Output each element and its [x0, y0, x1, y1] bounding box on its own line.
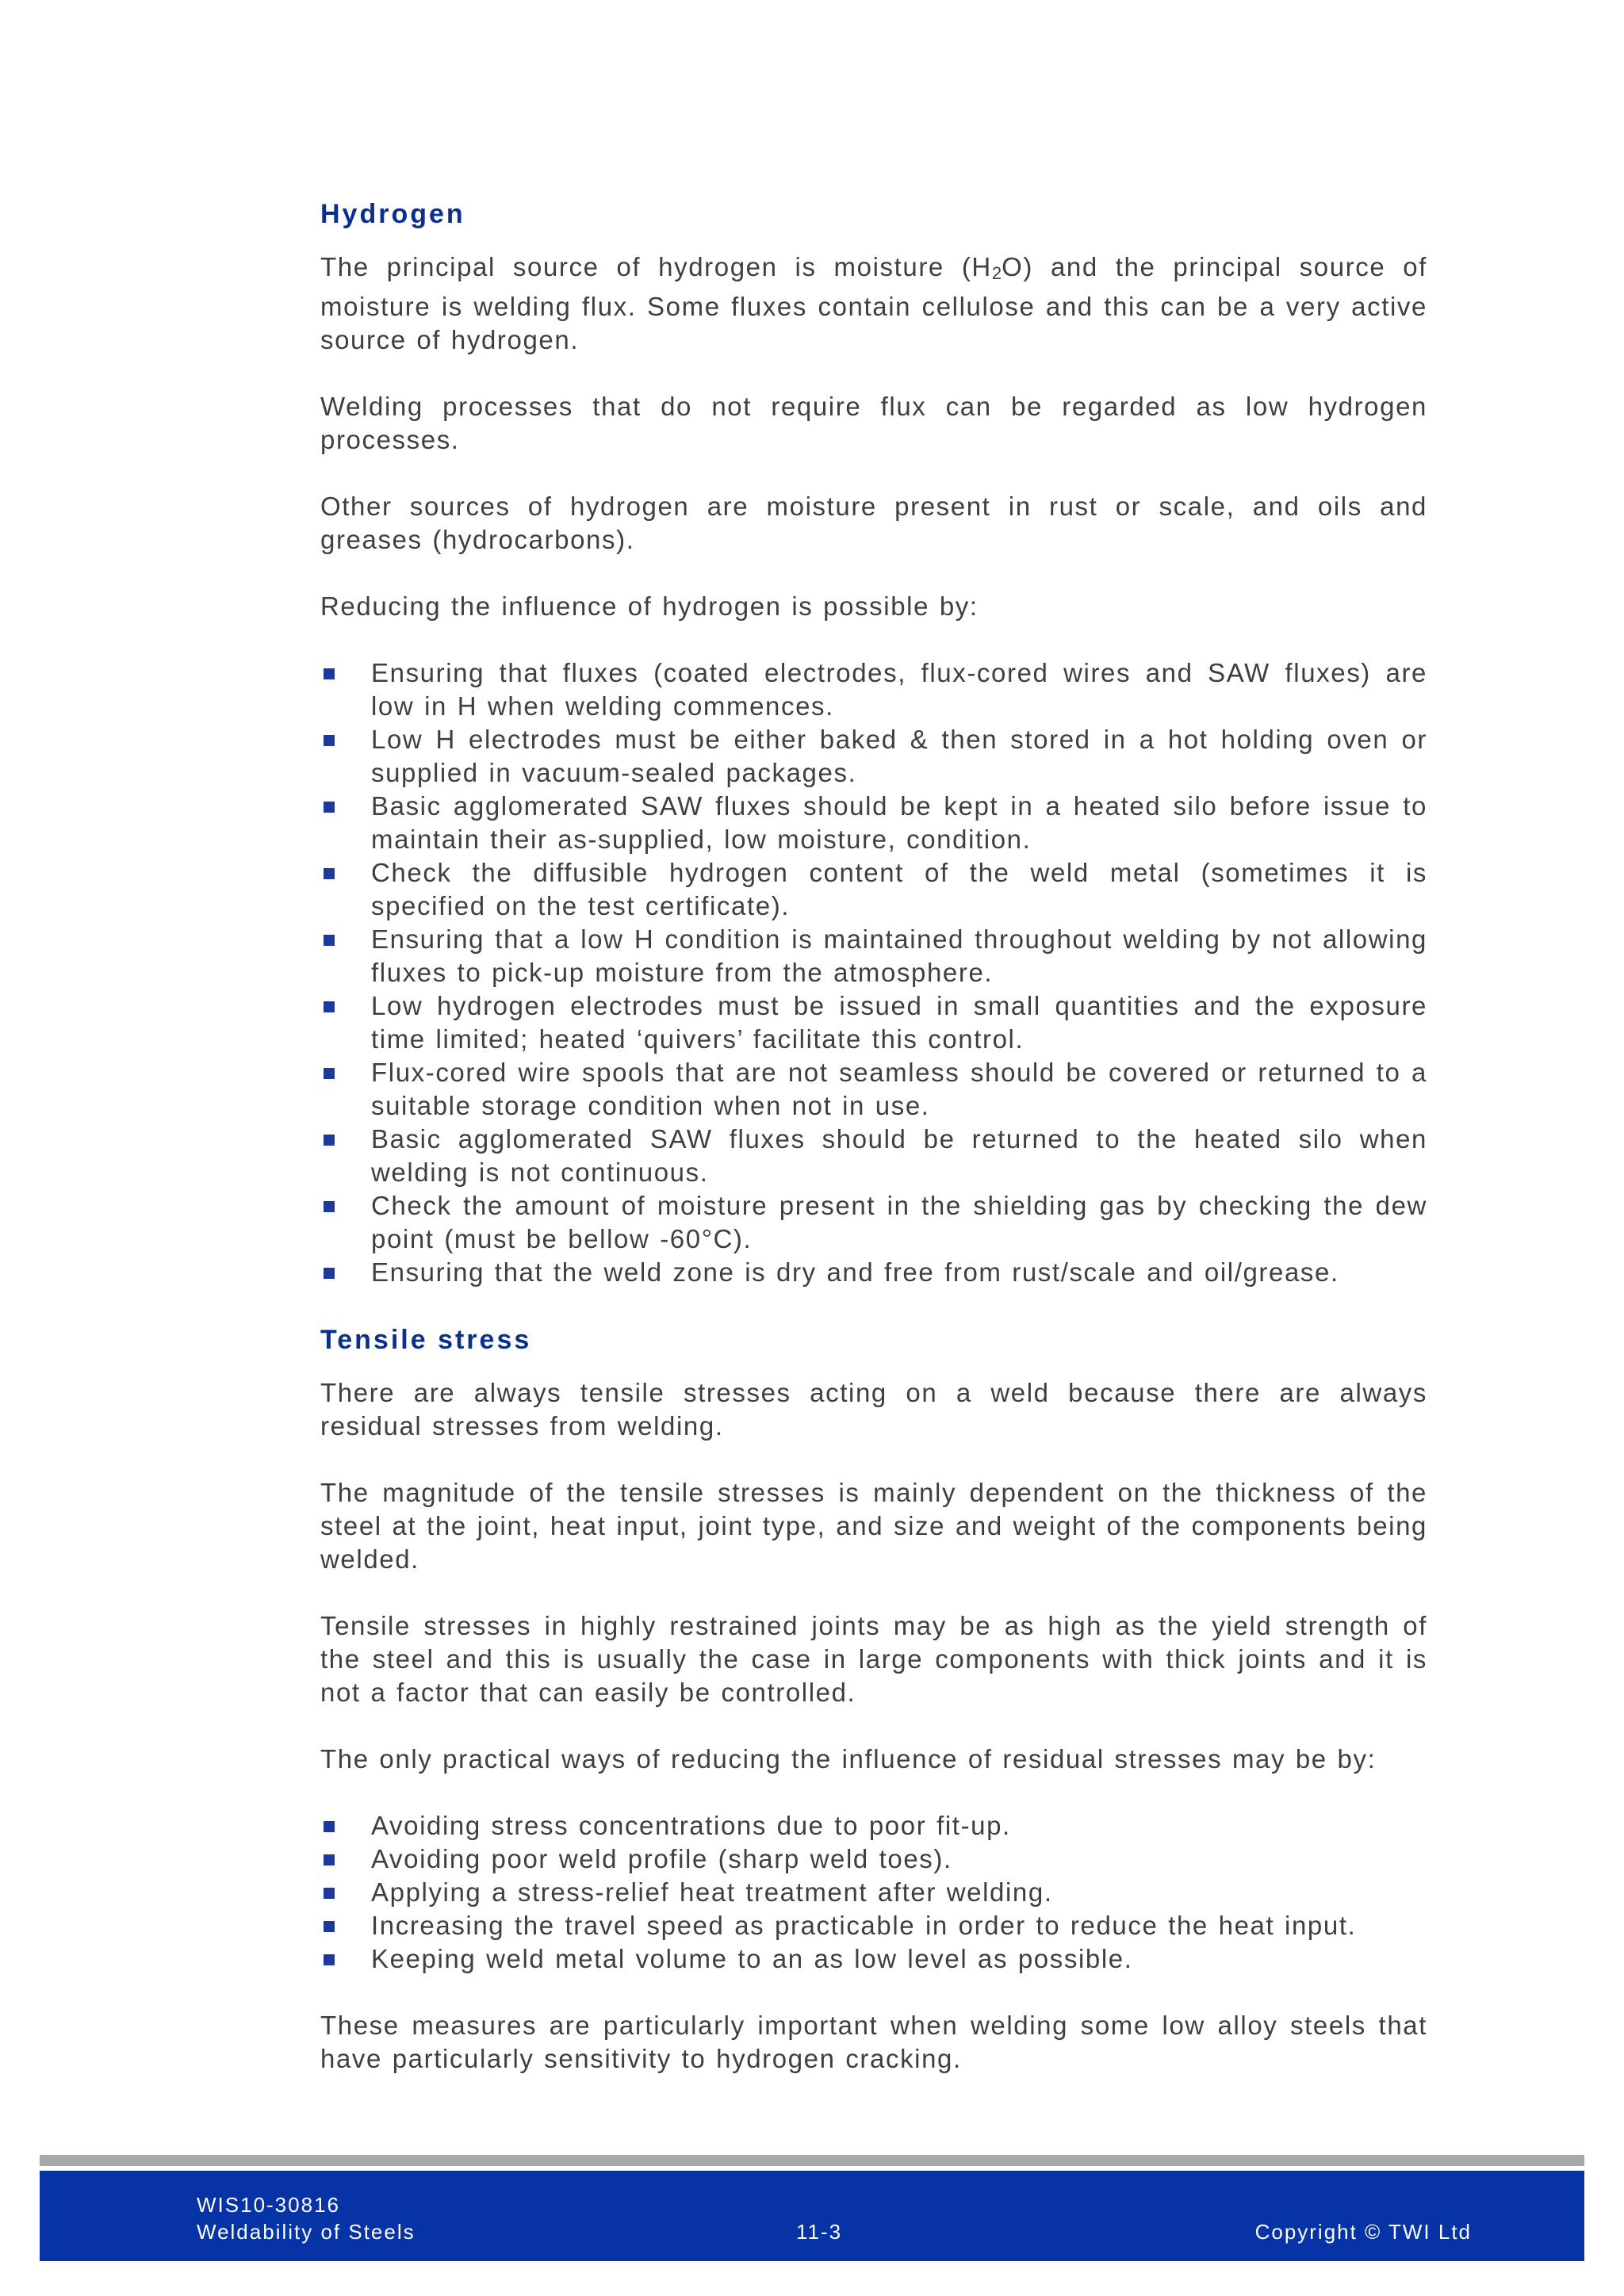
list-item: [320, 1056, 1427, 1123]
list-item: [320, 1942, 1427, 1976]
paragraph: Welding processes that do not require flux can be regarded as low hydrogen processes.: [320, 392, 1427, 454]
square-bullet-icon: [324, 1888, 335, 1899]
list-item-text: Low H electrodes must be either baked & then stored in a hot holding oven or supplied in vacuum-sealed packages.: [371, 725, 1427, 787]
footer-divider: [40, 2155, 1584, 2166]
list-item-text: Increasing the travel speed as practicable in order to reduce the heat input.: [371, 1911, 1357, 1940]
square-bullet-icon: [324, 1954, 335, 1965]
paragraph: Reducing the influence of hydrogen is possible by:: [320, 591, 979, 621]
list-item: [320, 1256, 1427, 1289]
square-bullet-icon: [324, 1921, 335, 1932]
list-item-text: Avoiding poor weld profile (sharp weld toes).: [371, 1844, 952, 1873]
text-fragment: O) and the principal source of moisture is welding flux. Some fluxes contain cellulose and this can be a very active source of hydrogen.: [320, 252, 1427, 354]
list-item-text: Basic agglomerated SAW fluxes should be kept in a heated silo before issue to maintain their as-supplied, low moisture, condition.: [371, 791, 1427, 854]
list-item-text: Applying a stress-relief heat treatment after welding.: [371, 1877, 1053, 1907]
list-item: [320, 790, 1427, 856]
paragraph: These measures are particularly important when welding some low alloy steels that have particularly sensitivity to hydrogen cracking.: [320, 2011, 1427, 2073]
paragraph: The magnitude of the tensile stresses is mainly dependent on the thickness of the steel at the joint, heat input, joint type, and size and weight of the components being welded.: [320, 1478, 1427, 1574]
document-body: [320, 197, 1427, 2109]
paragraph: Tensile stresses in highly restrained joints may be as high as the yield strength of the steel and this is usually the case in large components with thick joints and it is not a factor that can easily be controlled.: [320, 1611, 1427, 1707]
page-number: 11-3: [796, 2220, 843, 2244]
subscript: 2: [991, 263, 1002, 283]
list-item: [320, 923, 1427, 989]
square-bullet-icon: [324, 1068, 335, 1079]
square-bullet-icon: [324, 1201, 335, 1212]
paragraph: The only practical ways of reducing the influence of residual stresses may be by:: [320, 1744, 1377, 1774]
square-bullet-icon: [324, 1001, 335, 1012]
list-item: [320, 723, 1427, 790]
text-fragment: The principal source of hydrogen is moisture (H: [320, 252, 992, 281]
square-bullet-icon: [324, 1854, 335, 1866]
document-code: WIS10-30816: [197, 2193, 340, 2217]
section-heading-hydrogen: Hydrogen: [320, 199, 465, 229]
square-bullet-icon: [324, 1135, 335, 1146]
list-item: [320, 1876, 1427, 1909]
bullet-list-hydrogen: [320, 656, 1427, 1289]
paragraph: There are always tensile stresses acting on a weld because there are always residual stresses from welding.: [320, 1378, 1427, 1441]
list-item-text: Avoiding stress concentrations due to poor fit-up.: [371, 1811, 1011, 1840]
paragraph: [320, 251, 1427, 357]
copyright-notice: Copyright © TWI Ltd: [1254, 2220, 1472, 2244]
square-bullet-icon: [324, 1821, 335, 1832]
list-item-text: Ensuring that fluxes (coated electrodes, flux-cored wires and SAW fluxes) are low in H when welding commences.: [371, 658, 1427, 721]
paragraph: Other sources of hydrogen are moisture present in rust or scale, and oils and greases (hydrocarbons).: [320, 492, 1427, 554]
square-bullet-icon: [324, 668, 335, 679]
list-item: [320, 1123, 1427, 1189]
list-item: [320, 856, 1427, 923]
list-item-text: Check the diffusible hydrogen content of the weld metal (sometimes it is specified on the test certificate).: [371, 858, 1427, 920]
list-item-text: Flux-cored wire spools that are not seamless should be covered or returned to a suitable storage condition when not in use.: [371, 1058, 1427, 1120]
list-item-text: Basic agglomerated SAW fluxes should be returned to the heated silo when welding is not continuous.: [371, 1124, 1427, 1187]
document-title: Weldability of Steels: [197, 2220, 416, 2244]
square-bullet-icon: [324, 735, 335, 746]
list-item-text: Ensuring that the weld zone is dry and free from rust/scale and oil/grease.: [371, 1257, 1339, 1287]
square-bullet-icon: [324, 868, 335, 879]
list-item: [320, 1809, 1427, 1843]
list-item-text: Keeping weld metal volume to an as low level as possible.: [371, 1944, 1133, 1973]
square-bullet-icon: [324, 935, 335, 946]
list-item: [320, 1189, 1427, 1256]
section-heading-tensile-stress: Tensile stress: [320, 1325, 532, 1355]
list-item: [320, 989, 1427, 1056]
list-item: [320, 1909, 1427, 1942]
square-bullet-icon: [324, 802, 335, 813]
list-item: [320, 656, 1427, 723]
page-footer: [40, 2171, 1584, 2261]
list-item-text: Low hydrogen electrodes must be issued in small quantities and the exposure time limited; heated ‘quivers’ facilitate this control.: [371, 991, 1427, 1054]
square-bullet-icon: [324, 1268, 335, 1279]
list-item-text: Check the amount of moisture present in the shielding gas by checking the dew point (must be bellow -60°C).: [371, 1191, 1427, 1253]
bullet-list-tensile: [320, 1809, 1427, 1976]
list-item: [320, 1843, 1427, 1876]
list-item-text: Ensuring that a low H condition is maintained throughout welding by not allowing fluxes to pick-up moisture from the atmosphere.: [371, 924, 1427, 987]
